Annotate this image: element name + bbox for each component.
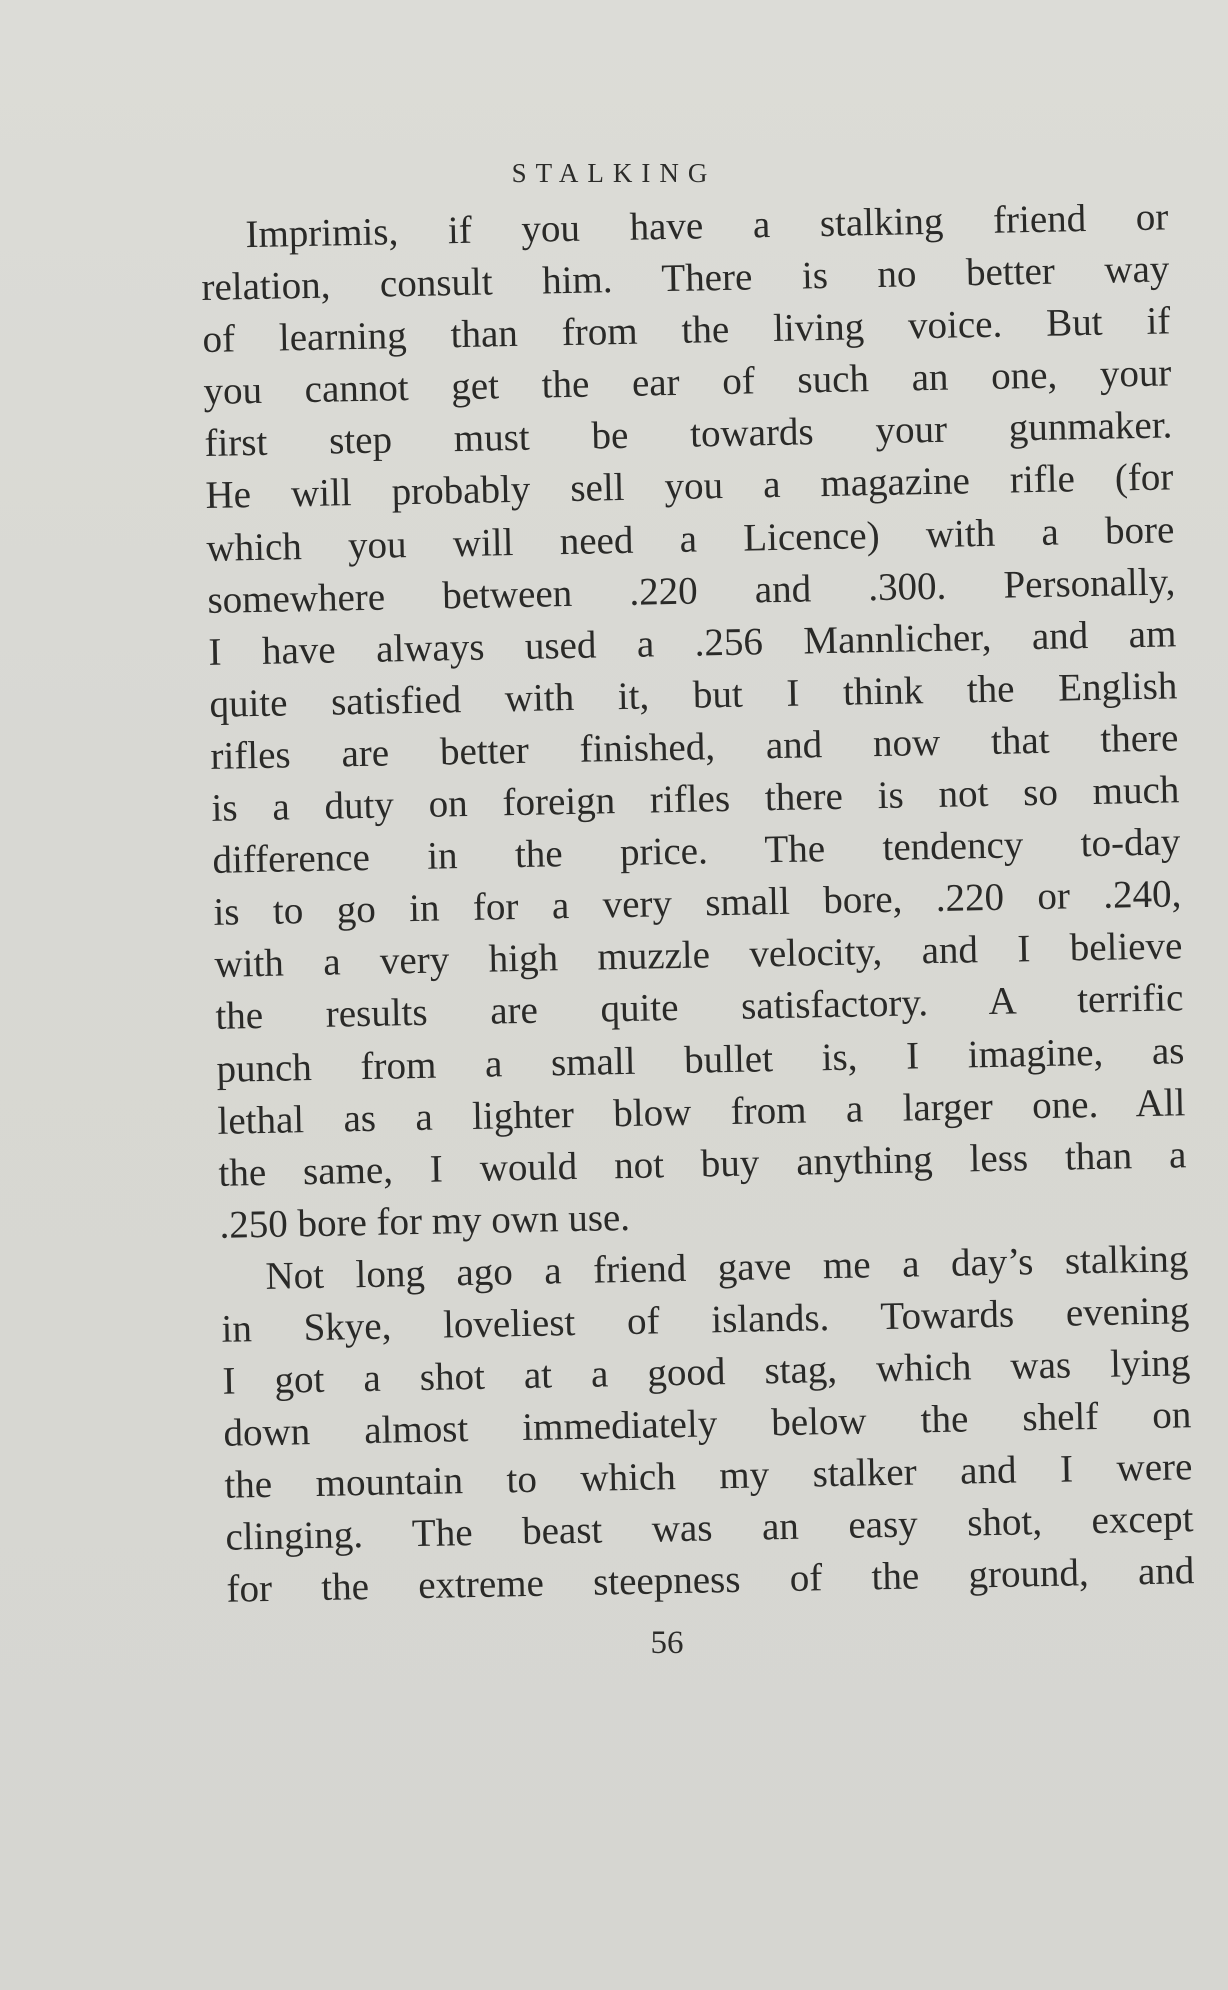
text-line: I have always used a .256 Mannlicher, and am xyxy=(208,612,1177,674)
text-line: the results are quite satisfactory. A terrific xyxy=(215,976,1184,1039)
text-line: somewhere between .220 and .300. Personally, xyxy=(207,560,1176,622)
text-line: relation, consult him. There is no better way xyxy=(201,247,1170,310)
text-line: with a very high muzzle velocity, and I believe xyxy=(214,924,1183,987)
paragraph xyxy=(220,1233,1195,1616)
text-line: clinging. The beast was an easy shot, except xyxy=(225,1497,1194,1560)
page-number: 56 xyxy=(650,1625,684,1661)
text-line: is to go in for a very small bore, .220 or .240, xyxy=(213,872,1182,935)
text-line: first step must be towards your gunmaker. xyxy=(204,403,1173,466)
text-line: I got a shot at a good stag, which was lying xyxy=(222,1341,1191,1403)
text-line: lethal as a lighter blow from a larger one. All xyxy=(217,1080,1186,1143)
text-line: difference in the price. The tendency to-day xyxy=(212,820,1181,883)
text-line: you cannot get the ear of such an one, your xyxy=(203,351,1172,414)
text-line: of learning than from the living voice. But if xyxy=(202,299,1171,362)
text-line: in Skye, loveliest of islands. Towards evening xyxy=(221,1289,1190,1351)
running-head: STALKING xyxy=(511,158,717,188)
text-line: punch from a small bullet is, I imagine, as xyxy=(216,1028,1185,1091)
text-line: the same, I would not buy anything less than a xyxy=(218,1132,1187,1195)
text-line: .250 bore for my own use. xyxy=(219,1195,631,1247)
text-line: He will probably sell you a magazine rifle (for xyxy=(205,455,1174,518)
text-line: Imprimis, if you have a stalking friend or xyxy=(245,195,1169,257)
text-line: rifles are better finished, and now that there xyxy=(210,716,1179,778)
text-line: which you will need a Licence) with a bore xyxy=(206,507,1175,570)
paragraph xyxy=(200,191,1188,1251)
text-line: the mountain to which my stalker and I were xyxy=(224,1445,1193,1508)
body-text xyxy=(200,191,1195,1616)
text-line: for the extreme steepness of the ground, and xyxy=(226,1549,1195,1612)
text-line: Not long ago a friend gave me a day’s stalking xyxy=(265,1237,1189,1298)
text-line: quite satisfied with it, but I think the English xyxy=(209,664,1178,726)
text-line: down almost immediately below the shelf on xyxy=(223,1393,1192,1455)
text-line: is a duty on foreign rifles there is not so much xyxy=(211,768,1180,830)
